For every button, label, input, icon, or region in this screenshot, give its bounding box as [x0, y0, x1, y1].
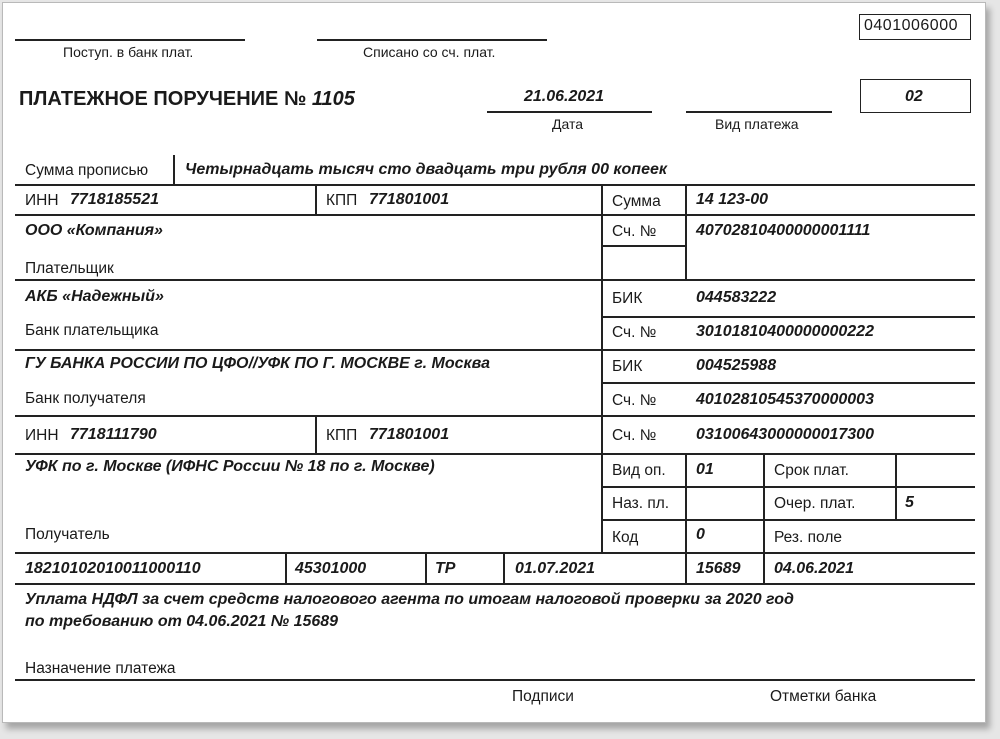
payer-inn: 7718185521: [70, 191, 159, 208]
payer-account: 40702810400000001111: [696, 222, 871, 239]
debited-line: [317, 39, 547, 41]
kbk: 18210102010011000110: [25, 560, 201, 577]
purpose-line-2: по требованию от 04.06.2021 № 15689: [25, 613, 339, 630]
received-label: Поступ. в банк плат.: [63, 44, 194, 60]
amount-words-divider: [173, 155, 175, 185]
grid-line: [15, 214, 975, 216]
payer-bank-name: АКБ «Надежный»: [25, 288, 164, 305]
grid-line: [601, 245, 685, 247]
payment-type-line: [686, 111, 832, 113]
grid-line: [601, 382, 975, 384]
payer-bank-account-label: Сч. №: [612, 324, 657, 341]
grid-line: [601, 486, 975, 488]
payer-name: ООО «Компания»: [25, 222, 163, 239]
recipient-inn-label: ИНН: [25, 427, 59, 444]
recipient-kpp: 771801001: [369, 426, 450, 443]
grid-line: [15, 349, 975, 351]
ocher-label: Очер. плат.: [774, 495, 856, 512]
received-line: [15, 39, 245, 41]
payer-kpp-label: КПП: [326, 192, 358, 209]
grid-line: [601, 519, 975, 521]
debited-label: Списано со сч. плат.: [363, 44, 496, 60]
order-date: 21.06.2021: [524, 88, 605, 105]
grid-line: [15, 415, 975, 417]
date-line: [487, 111, 652, 113]
grid-line: [15, 453, 975, 455]
payer-label: Плательщик: [25, 260, 114, 277]
ocher-value: 5: [905, 494, 914, 511]
payer-account-label: Сч. №: [612, 223, 657, 240]
recipient-bank-bik-label: БИК: [612, 358, 643, 375]
payer-bank-account: 30101810400000000222: [696, 323, 874, 340]
vid-op-value: 01: [696, 461, 714, 478]
bank-marks-label: Отметки банка: [770, 688, 877, 705]
recipient-inn: 7718111790: [70, 426, 157, 443]
amount-words-value: Четырнадцать тысяч сто двадцать три рубля 00 копеек: [185, 161, 667, 178]
grid-line: [15, 679, 975, 681]
grid-line: [503, 552, 505, 583]
amount-words-label: Сумма прописью: [25, 162, 149, 179]
payment-type-label: Вид платежа: [715, 116, 799, 132]
recipient-bank-account-label: Сч. №: [612, 392, 657, 409]
recipient-bank-label: Банк получателя: [25, 390, 146, 407]
rez-label: Рез. поле: [774, 529, 842, 546]
srok-label: Срок плат.: [774, 462, 849, 479]
order-number: 1105: [311, 88, 355, 110]
payer-bank-bik-label: БИК: [612, 290, 643, 307]
grid-line: [15, 184, 975, 186]
grid-line: [763, 453, 765, 583]
recipient-name: УФК по г. Москве (ИФНС России № 18 по г. Москве): [25, 458, 435, 475]
grid-line: [315, 184, 317, 214]
tax-basis: ТР: [435, 560, 456, 577]
status-code: 02: [905, 88, 923, 105]
tax-period: 01.07.2021: [515, 560, 596, 577]
grid-line: [601, 184, 603, 552]
recipient-bank-account: 40102810545370000003: [696, 391, 874, 408]
grid-line: [15, 552, 975, 554]
grid-line: [15, 279, 975, 281]
payer-bank-label: Банк плательщика: [25, 322, 159, 339]
signatures-label: Подписи: [512, 688, 574, 705]
naz-label: Наз. пл.: [612, 495, 670, 512]
purpose-line-1: Уплата НДФЛ за счет средств налогового агента по итогам налоговой проверки за 2020 год: [25, 591, 794, 608]
recipient-account: 03100643000000017300: [696, 426, 874, 443]
grid-line: [601, 316, 975, 318]
recipient-account-label: Сч. №: [612, 427, 657, 444]
payment-order-form: [2, 2, 986, 723]
tax-doc-date: 04.06.2021: [774, 560, 855, 577]
tax-doc-number: 15689: [696, 560, 741, 577]
recipient-kpp-label: КПП: [326, 427, 358, 444]
payer-kpp: 771801001: [369, 191, 450, 208]
grid-line: [685, 184, 687, 279]
grid-line: [685, 453, 687, 583]
oktmo: 45301000: [295, 560, 367, 577]
sum-label: Сумма: [612, 193, 661, 210]
recipient-bank-bik: 004525988: [696, 357, 777, 374]
date-label: Дата: [552, 116, 584, 132]
grid-line: [285, 552, 287, 583]
kod-value: 0: [696, 526, 705, 543]
page-title: [19, 89, 355, 109]
vid-op-label: Вид оп.: [612, 462, 666, 479]
grid-line: [315, 415, 317, 453]
grid-line: [15, 583, 975, 585]
purpose-label: Назначение платежа: [25, 660, 176, 677]
kod-label: Код: [612, 529, 639, 546]
payer-bank-bik: 044583222: [696, 289, 777, 306]
payer-inn-label: ИНН: [25, 192, 59, 209]
recipient-bank-name: ГУ БАНКА РОССИИ ПО ЦФО//УФК ПО Г. МОСКВЕ г. Москва: [25, 355, 490, 372]
grid-line: [425, 552, 427, 583]
recipient-label: Получатель: [25, 526, 110, 543]
sum-value: 14 123-00: [696, 191, 769, 208]
form-code: 0401006000: [864, 17, 958, 34]
grid-line: [895, 453, 897, 519]
title-text: ПЛАТЕЖНОЕ ПОРУЧЕНИЕ №: [19, 88, 307, 110]
